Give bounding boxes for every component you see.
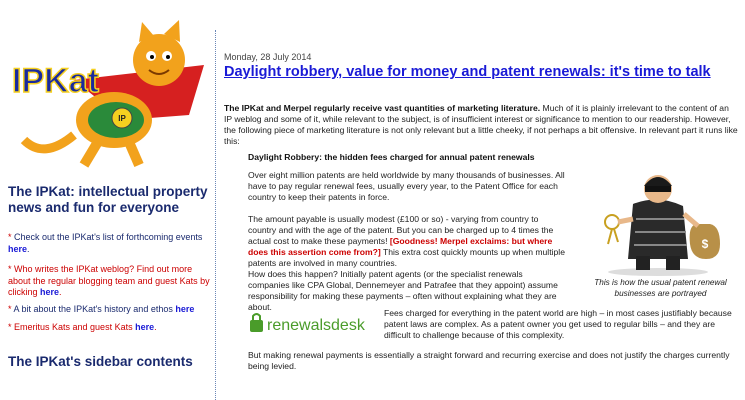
- logo-text: IPKat: [12, 62, 99, 100]
- cat-head: [133, 34, 185, 86]
- merpel-comment: [Goodness! Merpel exclaims: but where does this assertion come from?]: [248, 236, 553, 257]
- robber-body: [628, 199, 688, 259]
- sidebar-item-writers: * Who writes the IPKat weblog? Find out more about the regular blogging team and guest Kats by clicking here.: [8, 264, 210, 297]
- sidebar: [0, 0, 215, 400]
- quote-paragraph: How does this happen? Initially patent agents (or the specialist renewals companies like CPA Global, Dennemeyer and Patrafee that they appoint) assume responsibility for making these payments – often without explaining what they are about.: [248, 269, 558, 312]
- quote-paragraph: Fees charged for everything in the patent world are high – in most cases justifiably because patent laws are complex. As a patent owner you get used to regular bills – and they are difficult to challenge because of this complexity.: [384, 308, 732, 340]
- robber-shadow: [608, 268, 708, 276]
- sidebar-contents-heading: The IPKat's sidebar contents: [8, 354, 193, 369]
- quote-paragraph: The amount payable is usually modest (£100 or so) - varying from country to country and with the age of the patent. But you can be charged up to 4 times the actual cost to make these payments! [Goodness! Merpel exclaims: but where does this assertion come from?] This extra cost quickly mounts up when multiple patents are involved in many countries.: [248, 214, 565, 268]
- lock-icon: [250, 320, 263, 332]
- sidebar-item-history: * A bit about the IPKat's history and ethos here: [8, 304, 195, 314]
- history-link[interactable]: here: [175, 304, 195, 314]
- quote-paragraph: Over eight million patents are held worldwide by many thousands of businesses. All have to pay regular renewal fees, usually every year, to the Patent Office for each country to keep their patents in force.: [248, 170, 565, 202]
- svg-text:renewalsdesk: renewalsdesk: [267, 317, 365, 334]
- column-divider: [215, 30, 216, 400]
- post-title-link[interactable]: Daylight robbery, value for money and patent renewals: it's time to talk: [224, 64, 711, 80]
- post-date: Monday, 28 July 2014: [224, 52, 312, 62]
- cat-leg: [129, 142, 139, 165]
- post-intro: The IPKat and Merpel regularly receive vast quantities of marketing literature. Much of it is plainly irrelevant to the content of an IP weblog and some of it, while relevant to the subject, is of insufficient interest or significance to mention to our readership. However, the following piece of marketing literature is not only relevant but a little cheeky, if not perhaps a bit offensive. In relevant part it runs like this:: [224, 103, 738, 146]
- post-main: [224, 0, 742, 400]
- svg-text:$: $: [701, 237, 709, 251]
- robber-leg: [666, 256, 680, 270]
- sidebar-item-events: * Check out the IPKat's list of forthcoming events here.: [8, 232, 203, 254]
- robber-mask: [645, 186, 671, 192]
- robber-image[interactable]: [588, 164, 728, 276]
- robber-beanie: [644, 177, 672, 186]
- emeritus-link[interactable]: here: [135, 322, 155, 332]
- keys-icon: [605, 215, 619, 229]
- renewalsdesk-logo: [248, 312, 378, 334]
- sidebar-item-emeritus: * Emeritus Kats and guest Kats here.: [8, 322, 157, 332]
- sidebar-title: The IPKat: intellectual property news and fun for everyone: [8, 184, 208, 215]
- quote-heading: Daylight Robbery: the hidden fees charged for annual patent renewals: [248, 152, 535, 162]
- robber-leg: [636, 256, 650, 270]
- image-caption: This is how the usual patent renewal businesses are portrayed: [594, 278, 727, 298]
- quote-paragraph: But making renewal payments is essentially a straight forward and recurring exercise and does not justify the charges currently being levied.: [248, 350, 730, 371]
- svg-text:IP: IP: [118, 114, 126, 123]
- cat-leg: [84, 140, 99, 165]
- writers-link[interactable]: here: [40, 287, 60, 297]
- events-link[interactable]: here: [8, 243, 28, 254]
- ipkat-logo[interactable]: [4, 20, 214, 170]
- cat-tail: [24, 135, 74, 149]
